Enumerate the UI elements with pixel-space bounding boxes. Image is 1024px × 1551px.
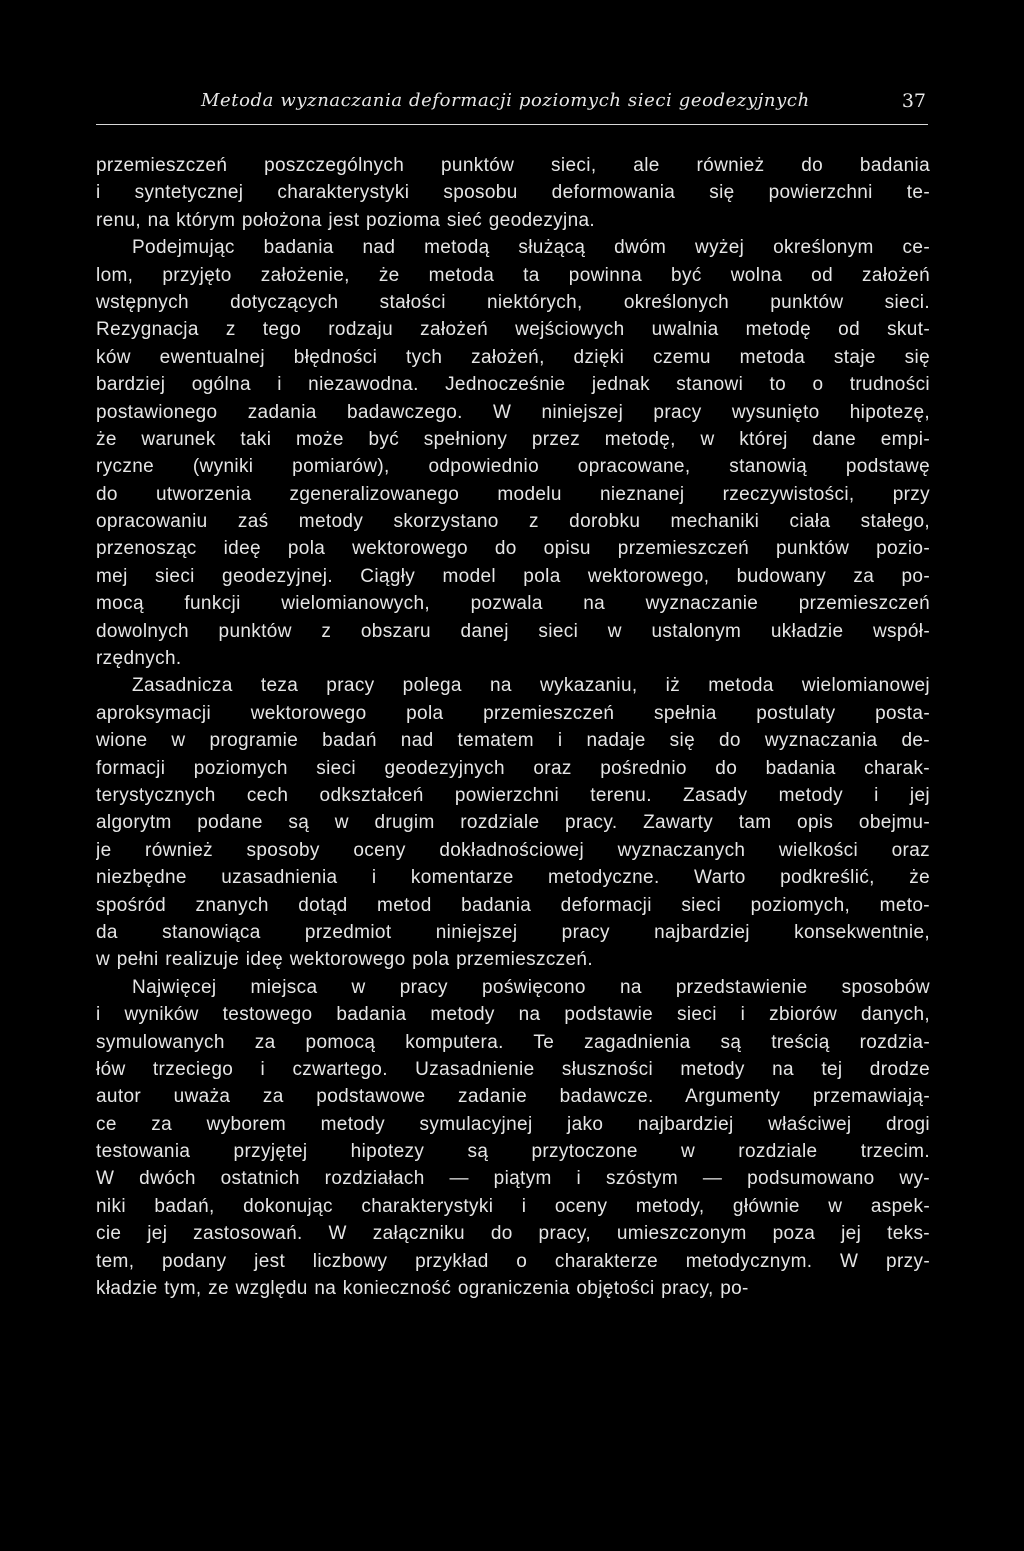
- text-line: do utworzenia zgeneralizowanego modelu nieznanej rzeczywistości, przy: [96, 483, 930, 505]
- text-line: symulowanych za pomocą komputera. Te zagadnienia są treścią rozdzia-: [96, 1031, 930, 1053]
- text-line: terystycznych cech odkształceń powierzchni terenu. Zasady metody i jej: [96, 784, 930, 806]
- text-line: ków ewentualnej błędności tych założeń, dzięki czemu metoda staje się: [96, 346, 930, 368]
- text-line: rzędnych.: [96, 648, 182, 670]
- text-line: kładzie tym, ze względu na konieczność ograniczenia objętości pracy, po-: [96, 1278, 749, 1300]
- page-number: 37: [901, 90, 926, 112]
- text-line: niki badań, dokonując charakterystyki i oceny metody, głównie w aspek-: [96, 1195, 930, 1217]
- text-line: przenosząc ideę pola wektorowego do opisu przemieszczeń punktów pozio-: [96, 538, 930, 560]
- body-text: [96, 152, 930, 1302]
- text-line: i wyników testowego badania metody na podstawie sieci i zbiorów danych,: [96, 1004, 930, 1026]
- text-line: dowolnych punktów z obszaru danej sieci w ustalonym układzie współ-: [96, 620, 930, 642]
- text-line: wstępnych dotyczących stałości niektórych, określonych punktów sieci.: [96, 291, 930, 313]
- text-line: niezbędne uzasadnienia i komentarze metodyczne. Warto podkreślić, że: [96, 867, 930, 889]
- text-line: i syntetycznej charakterystyki sposobu deformowania się powierzchni te-: [96, 182, 930, 204]
- text-line: da stanowiąca przedmiot niniejszej pracy najbardziej konsekwentnie,: [96, 921, 930, 943]
- text-line: renu, na którym położona jest pozioma sieć geodezyjna.: [96, 209, 596, 231]
- text-line: postawionego zadania badawczego. W niniejszej pracy wysunięto hipotezę,: [96, 401, 930, 423]
- text-line: ce za wyborem metody symulacyjnej jako najbardziej właściwej drogi: [96, 1113, 930, 1135]
- text-line: tem, podany jest liczbowy przykład o charakterze metodycznym. W przy-: [96, 1250, 930, 1272]
- text-line: opracowaniu zaś metody skorzystano z dorobku mechaniki ciała stałego,: [96, 511, 930, 533]
- running-header: [96, 86, 928, 125]
- running-title: Metoda wyznaczania deformacji poziomych sieci geodezyjnych: [201, 90, 810, 111]
- paragraph: [96, 152, 930, 234]
- text-line: bardziej ogólna i niezawodna. Jednocześnie jednak stanowi to o trudności: [96, 374, 930, 396]
- text-line: Najwięcej miejsca w pracy poświęcono na przedstawienie sposobów: [132, 976, 930, 998]
- text-line: testowania przyjętej hipotezy są przytoczone w rozdziale trzecim.: [96, 1141, 930, 1163]
- paragraph: [96, 672, 930, 973]
- text-line: łów trzeciego i czwartego. Uzasadnienie słuszności metody na tej drodze: [96, 1058, 930, 1080]
- text-line: Podejmując badania nad metodą służącą dwóm wyżej określonym ce-: [132, 237, 930, 259]
- text-line: mej sieci geodezyjnej. Ciągły model pola wektorowego, budowany za po-: [96, 565, 930, 587]
- text-line: Rezygnacja z tego rodzaju założeń wejściowych uwalnia metodę od skut-: [96, 319, 930, 341]
- text-line: lom, przyjęto założenie, że metoda ta powinna być wolna od założeń: [96, 264, 930, 286]
- text-line: cie jej zastosowań. W załączniku do pracy, umieszczonym poza jej teks-: [96, 1223, 930, 1245]
- text-line: autor uważa za podstawowe zadanie badawcze. Argumenty przemawiają-: [96, 1086, 930, 1108]
- text-line: spośród znanych dotąd metod badania deformacji sieci poziomych, meto-: [96, 894, 930, 916]
- text-line: W dwóch ostatnich rozdziałach — piątym i szóstym — podsumowano wy-: [96, 1168, 930, 1190]
- text-line: formacji poziomych sieci geodezyjnych oraz pośrednio do badania charak-: [96, 757, 930, 779]
- text-line: je również sposoby oceny dokładnościowej wyznaczanych wielkości oraz: [96, 839, 930, 861]
- text-line: że warunek taki może być spełniony przez metodę, w której dane empi-: [96, 428, 930, 450]
- text-line: algorytm podane są w drugim rozdziale pracy. Zawarty tam opis obejmu-: [96, 812, 930, 834]
- text-line: wione w programie badań nad tematem i nadaje się do wyznaczania de-: [96, 730, 930, 752]
- text-line: w pełni realizuje ideę wektorowego pola przemieszczeń.: [96, 949, 593, 971]
- text-line: przemieszczeń poszczególnych punktów sieci, ale również do badania: [96, 155, 930, 176]
- paragraph: [96, 974, 930, 1303]
- text-line: Zasadnicza teza pracy polega na wykazaniu, iż metoda wielomianowej: [132, 675, 930, 697]
- paragraph: [96, 234, 930, 672]
- text-line: ryczne (wyniki pomiarów), odpowiednio opracowane, stanowią podstawę: [96, 456, 930, 478]
- text-line: aproksymacji wektorowego pola przemieszczeń spełnia postulaty posta-: [96, 702, 930, 724]
- text-line: mocą funkcji wielomianowych, pozwala na wyznaczanie przemieszczeń: [96, 593, 930, 615]
